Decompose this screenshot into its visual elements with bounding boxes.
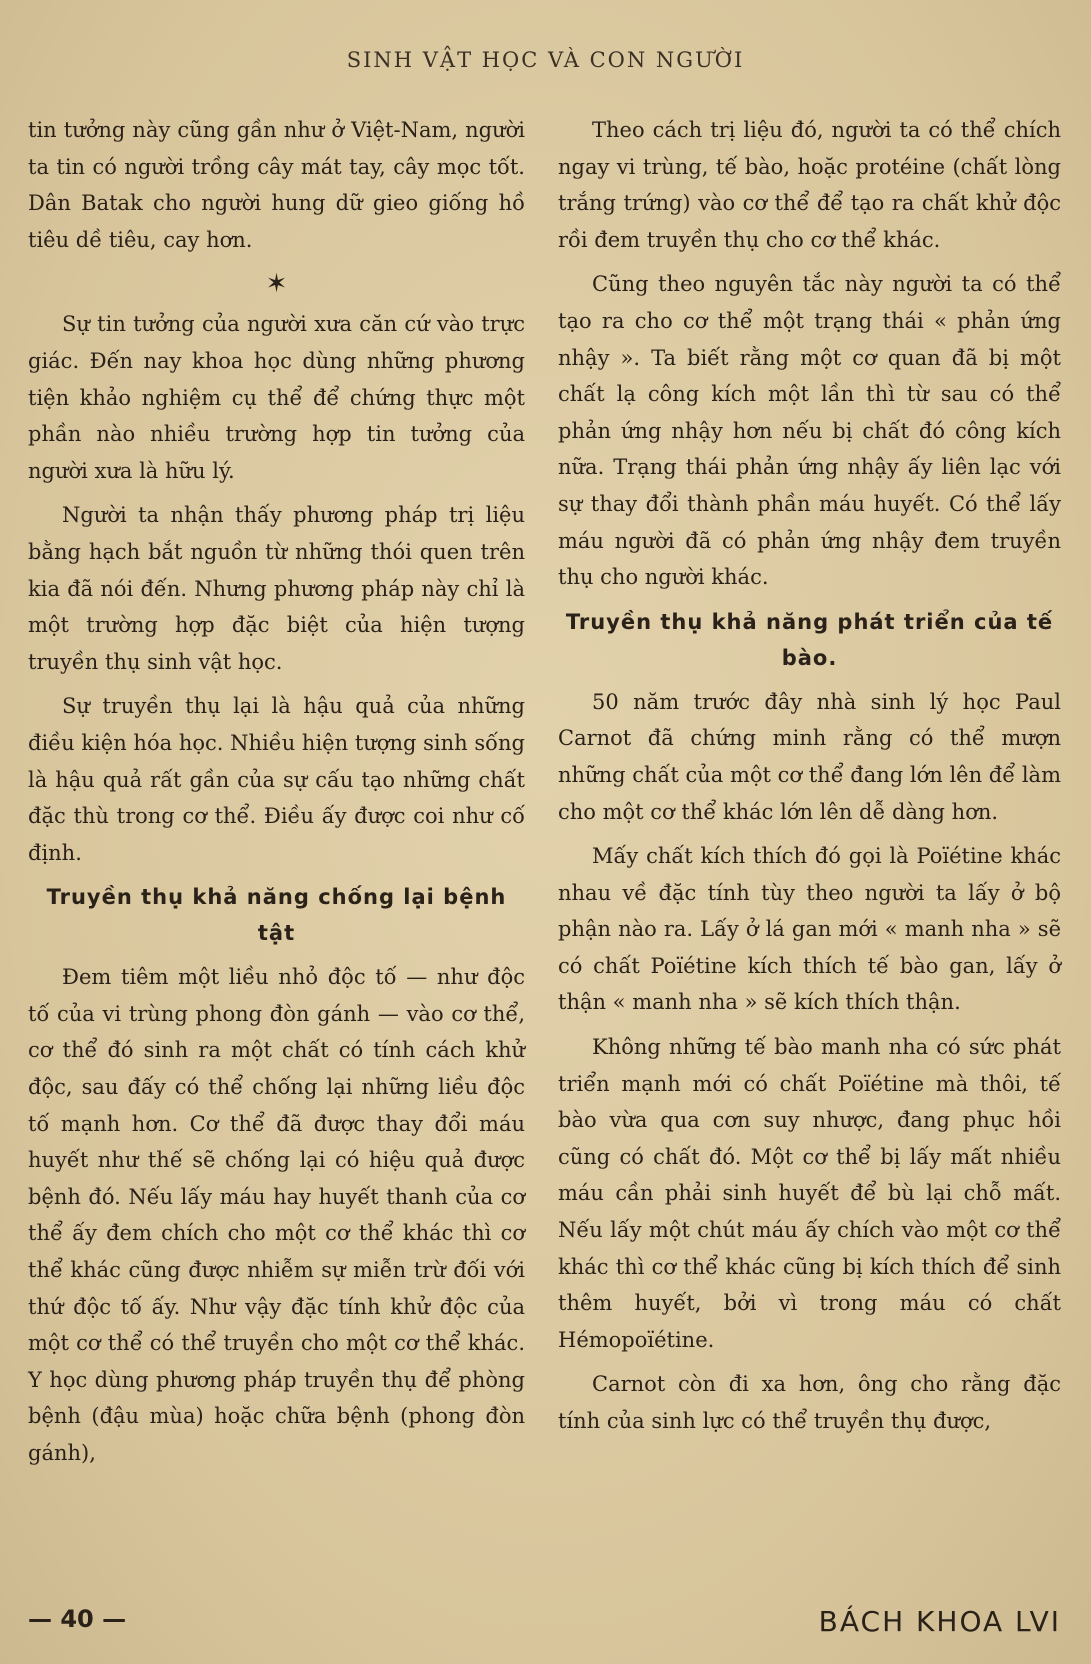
section-divider-asterisk: ✶ <box>265 269 288 300</box>
right-column <box>558 112 1061 1448</box>
paragraph: Theo cách trị liệu đó, người ta có thể chích ngay vi trùng, tế bào, hoặc protéine (chất lòng trắng trứng) vào cơ thể để tạo ra chất khử độc rồi đem truyền thụ cho cơ thể khác. <box>558 118 1061 252</box>
paragraph: Đem tiêm một liều nhỏ độc tố — như độc tố của vi trùng phong đòn gánh — vào cơ thể, cơ thể đó sinh ra một chất có tính cách khử độc, sau đấy có thể chống lại những liều độc tố mạnh hơn. Cơ thể đã được thay đổi máu huyết như thế sẽ chống lại có hiệu quả được bệnh đó. Nếu lấy máu hay huyết thanh của cơ thể ấy đem chích cho một cơ thể khác thì cơ thể khác cũng được nhiễm sự miễn trừ đối với thứ độc tố ấy. Như vậy đặc tính khử độc của một cơ thể có thể truyền cho một cơ thể khác. Y học dùng phương pháp truyền thụ để phòng bệnh (đậu mùa) hoặc chữa bệnh (phong đòn gánh), <box>28 965 525 1465</box>
paragraph: 50 năm trước đây nhà sinh lý học Paul Carnot đã chứng minh rằng có thể mượn những chất của một cơ thể đang lớn lên để làm cho một cơ thể khác lớn lên dễ dàng hơn. <box>558 689 1061 824</box>
section-heading: Truyền thụ khả năng chống lại bệnh tật <box>46 885 507 946</box>
paragraph: Người ta nhận thấy phương pháp trị liệu bằng hạch bắt nguồn từ những thói quen trên kia đã nói đến. Nhưng phương pháp này chỉ là một trường hợp đặc biệt của hiện tượng truyền thụ sinh vật học. <box>28 503 525 674</box>
left-column <box>28 112 525 1480</box>
paragraph: Carnot còn đi xa hơn, ông cho rằng đặc tính của sinh lực có thể truyền thụ được, <box>558 1372 1061 1433</box>
paragraph: Mấy chất kích thích đó gọi là Poïétine khác nhau về đặc tính tùy theo người ta lấy ở bộ phận nào ra. Lấy ở lá gan mới « manh nha » sẽ có chất Poïétine kích thích tế bào gan, lấy ở thận « manh nha » sẽ kích thích thận. <box>558 844 1061 1015</box>
paragraph: Không những tế bào manh nha có sức phát triển mạnh mới có chất Poïétine mà thôi, tế bào vừa qua cơn suy nhược, đang phục hồi cũng có chất đó. Một cơ thể bị lấy mất nhiều máu cần phải sinh huyết để bù lại chỗ mất. Nếu lấy một chút máu ấy chích vào một cơ thể khác thì cơ thể khác cũng bị kích thích để sinh thêm huyết, bởi vì trong máu có chất Hémopoïétine. <box>558 1035 1061 1352</box>
paragraph: Sự tin tưởng của người xưa căn cứ vào trực giác. Đến nay khoa học dùng những phương tiện khảo nghiệm cụ thể để chứng thực một phần nào nhiều trường hợp tin tưởng của người xưa là hữu lý. <box>28 312 525 483</box>
paragraph: tin tưởng này cũng gần như ở Việt-Nam, người ta tin có người trồng cây mát tay, cây mọc tốt. Dân Batak cho người hung dữ gieo giống hồ tiêu dề tiêu, cay hơn. <box>28 118 525 252</box>
page-number: — 40 — <box>28 1605 127 1633</box>
running-title: SINH VẬT HỌC VÀ CON NGƯỜI <box>346 48 745 72</box>
paragraph: Cũng theo nguyên tắc này người ta có thể tạo ra cho cơ thể một trạng thái « phản ứng nhậy ». Ta biết rằng một cơ quan đã bị một chất lạ công kích một lần thì từ sau có thể phản ứng nhậy hơn nếu bị chất đó công kích nữa. Trạng thái phản ứng nhậy ấy liên lạc với sự thay đổi thành phần máu huyết. Có thể lấy máu người đã có phản ứng nhậy đem truyền thụ cho người khác. <box>558 272 1061 590</box>
section-heading: Truyền thụ khả năng phát triển của tế bào. <box>565 609 1054 670</box>
magazine-title: BÁCH KHOA LVI <box>818 1605 1061 1638</box>
paragraph: Sự truyền thụ lại là hậu quả của những điều kiện hóa học. Nhiều hiện tượng sinh sống là hậu quả rất gần của sự cấu tạo những chất đặc thù trong cơ thể. Điều ấy được coi như cố định. <box>28 694 525 865</box>
